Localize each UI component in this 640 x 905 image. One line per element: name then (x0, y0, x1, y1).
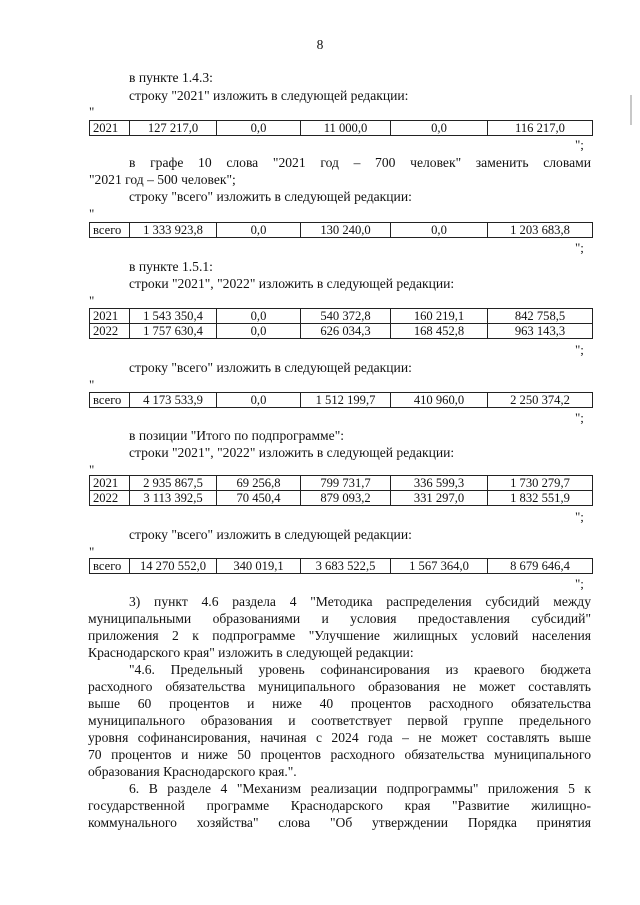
table-cell: 0,0 (217, 309, 301, 324)
table-cell: 2021 (90, 476, 130, 491)
close-quote: "; (575, 509, 584, 524)
item6-line-2: государственной программе Краснодарского края "Развитие жилищно- (88, 798, 591, 813)
table-cell: 130 240,0 (301, 223, 391, 238)
p143-row-table (89, 120, 593, 136)
table-cell: 2 250 374,2 (488, 393, 593, 408)
table-cell: 2021 (90, 121, 130, 136)
item6-line-1: 6. В разделе 4 "Механизм реализации подпрограммы" приложения 5 к (129, 781, 591, 796)
open-quote: " (89, 544, 95, 559)
table-row (90, 309, 593, 324)
table-cell: всего (90, 223, 130, 238)
close-quote: "; (575, 137, 584, 152)
close-quote: "; (575, 576, 584, 591)
table-cell: 540 372,8 (301, 309, 391, 324)
table-cell: 2021 (90, 309, 130, 324)
item46-line-3: выше 60 процентов и ниже 40 процентов расходного обязательства (88, 696, 591, 711)
itogo-total-instruction: строку "всего" изложить в следующей редакции: (129, 527, 412, 542)
p151-total-table (89, 392, 593, 408)
table-cell: 0,0 (217, 324, 301, 339)
table-cell: 2022 (90, 324, 130, 339)
table-cell: 963 143,3 (488, 324, 593, 339)
scan-edge-mark (630, 95, 632, 125)
p143-row-instruction: строку "2021" изложить в следующей редакции: (129, 88, 409, 103)
close-quote: "; (575, 240, 584, 255)
table-cell: 0,0 (391, 223, 488, 238)
table-cell: 0,0 (217, 393, 301, 408)
table-cell: всего (90, 559, 130, 574)
item3-line-1: 3) пункт 4.6 раздела 4 "Методика распределения субсидий между (129, 594, 591, 609)
table-row (90, 324, 593, 339)
table-cell: 1 333 923,8 (130, 223, 217, 238)
itogo-rows-instruction: строки "2021", "2022" изложить в следующей редакции: (129, 445, 455, 460)
p151-rows-instruction: строки "2021", "2022" изложить в следующей редакции: (129, 276, 455, 291)
table-cell: 160 219,1 (391, 309, 488, 324)
table-cell: 1 512 199,7 (301, 393, 391, 408)
table-row (90, 121, 593, 136)
p143-heading: в пункте 1.4.3: (129, 70, 213, 85)
itogo-rows-table (89, 475, 593, 506)
open-quote: " (89, 462, 95, 477)
item3-line-4: Краснодарского края" изложить в следующей редакции: (88, 645, 414, 660)
table-row (90, 223, 593, 238)
p143-total-table (89, 222, 593, 238)
table-cell: 127 217,0 (130, 121, 217, 136)
table-cell: 1 567 364,0 (391, 559, 488, 574)
p151-rows-table (89, 308, 593, 339)
itogo-heading: в позиции "Итого по подпрограмме": (129, 428, 345, 443)
table-cell: 168 452,8 (391, 324, 488, 339)
table-row (90, 559, 593, 574)
item3-line-3: приложения 2 к подпрограмме "Улучшение жилищных условий населения (88, 628, 591, 643)
table-row (90, 476, 593, 491)
item6-line-3: коммунального хозяйства" слова "Об утверждении Порядка принятия (88, 815, 591, 830)
item46-line-7: образования Краснодарского края.". (88, 764, 297, 779)
table-cell: 336 599,3 (391, 476, 488, 491)
open-quote: " (89, 206, 95, 221)
item46-line-2: расходного обязательства муниципального образования не может составлять (88, 679, 591, 694)
item46-line-6: 70 процентов и ниже 50 процентов расходного обязательства муниципального (88, 747, 591, 762)
table-cell: 0,0 (391, 121, 488, 136)
table-cell: 410 960,0 (391, 393, 488, 408)
close-quote: "; (575, 410, 584, 425)
item46-line-5: уровня софинансирования, начиная с 2024 года – не может составлять выше (88, 730, 591, 745)
table-cell: 3 113 392,5 (130, 491, 217, 506)
table-cell: 69 256,8 (217, 476, 301, 491)
table-row (90, 393, 593, 408)
open-quote: " (89, 377, 95, 392)
table-cell: 0,0 (217, 121, 301, 136)
open-quote: " (89, 104, 95, 119)
table-cell: 1 543 350,4 (130, 309, 217, 324)
p151-total-instruction: строку "всего" изложить в следующей редакции: (129, 360, 412, 375)
itogo-total-table (89, 558, 593, 574)
p151-heading: в пункте 1.5.1: (129, 259, 213, 274)
table-cell: 626 034,3 (301, 324, 391, 339)
table-row (90, 491, 593, 506)
item3-line-2: муниципальными образованиями и условия предоставления субсидий" (88, 611, 591, 626)
table-cell: 1 757 630,4 (130, 324, 217, 339)
table-cell: 14 270 552,0 (130, 559, 217, 574)
table-cell: 842 758,5 (488, 309, 593, 324)
table-cell: 0,0 (217, 223, 301, 238)
table-cell: 70 450,4 (217, 491, 301, 506)
table-cell: 4 173 533,9 (130, 393, 217, 408)
table-cell: 331 297,0 (391, 491, 488, 506)
graph10-line-1: в графе 10 слова "2021 год – 700 человек" заменить словами (129, 155, 591, 170)
close-quote: "; (575, 342, 584, 357)
table-cell: 3 683 522,5 (301, 559, 391, 574)
item46-line-4: муниципального образования и соответствует первой группе предельного (88, 713, 591, 728)
table-cell: 2022 (90, 491, 130, 506)
p143-total-instruction: строку "всего" изложить в следующей редакции: (129, 189, 412, 204)
table-cell: 1 730 279,7 (488, 476, 593, 491)
page-number: 8 (316, 37, 324, 52)
table-cell: 1 203 683,8 (488, 223, 593, 238)
table-cell: 8 679 646,4 (488, 559, 593, 574)
item46-line-1: "4.6. Предельный уровень софинансирования из краевого бюджета (129, 662, 591, 677)
table-cell: 340 019,1 (217, 559, 301, 574)
table-cell: всего (90, 393, 130, 408)
open-quote: " (89, 293, 95, 308)
table-cell: 116 217,0 (488, 121, 593, 136)
graph10-line-2: "2021 год – 500 человек"; (89, 172, 236, 187)
table-cell: 879 093,2 (301, 491, 391, 506)
table-cell: 799 731,7 (301, 476, 391, 491)
table-cell: 11 000,0 (301, 121, 391, 136)
table-cell: 2 935 867,5 (130, 476, 217, 491)
table-cell: 1 832 551,9 (488, 491, 593, 506)
